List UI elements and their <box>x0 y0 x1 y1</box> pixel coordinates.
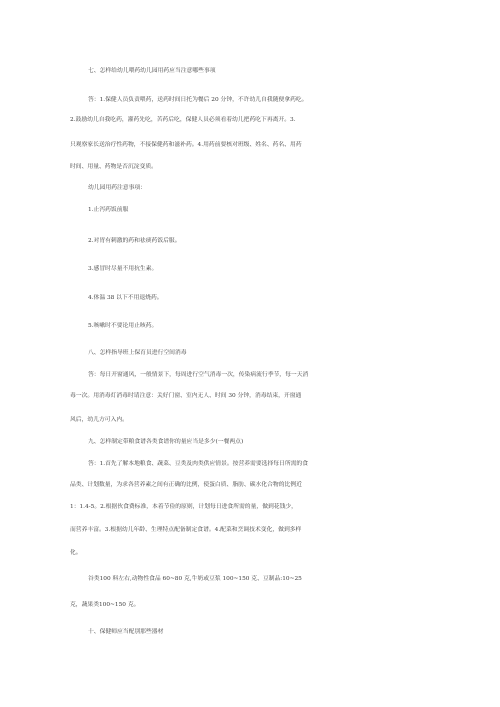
paragraph-line: 答：每日开窗通风，一般情景下，每周进行空气消毒一次，传染病流行季节，每一天消 <box>88 372 309 378</box>
section-heading-7: 七、怎样给幼儿喂药幼儿园用药应当注意哪些事项 <box>88 68 216 74</box>
paragraph-line: 毒一次。用消毒灯消毒时请注意：关好门窗、室内无人、时间 30 分钟，消毒结束，开窗通 <box>70 393 302 399</box>
paragraph-line: 化。 <box>70 550 82 556</box>
section-heading-9: 九、怎样制定带粮食谱各类食谱你的量应当是多少(一餐两点) <box>88 439 244 445</box>
list-item: 1.止泻药饭前服 <box>88 207 129 213</box>
list-item: 4.体温 38 以下不用退烧药。 <box>88 295 163 301</box>
list-item: 3.感冒时尽量不用抗生素。 <box>88 266 158 272</box>
paragraph-line: 谷类100 料左右,动物性食品 60~80 克,牛奶或豆浆 100~150 克、豆制品:10~25 <box>88 576 302 582</box>
paragraph-line: 答：1.首先了解本地粮食、蔬菜、豆类及肉类供应情景。按营养需要选择每日所需的食 <box>88 461 309 467</box>
paragraph-line: 克，蔬果类100~150 克。 <box>70 602 140 608</box>
paragraph-line: 风后，幼儿方可入内。 <box>70 417 128 423</box>
paragraph-line: 答：1.保健人员负责喂药，送药时间日托为餐后 20 分钟，不许幼儿自我随便拿药吃。 <box>88 97 308 103</box>
paragraph-line: 而营养丰富。3.根据幼儿年龄、生理特点配备制定食谱。4.配菜和烹调技术变化，做到多样 <box>70 527 302 533</box>
paragraph-line: 2.鼓励幼儿自我吃药，灌药先吃，苦药后吃，保健人员必须看着幼儿把药吃下再离开。3. <box>70 117 296 123</box>
paragraph-line: 时间、用量、药物是否沉淀变质。 <box>70 164 157 170</box>
list-item: 2.对胃有刺激的药和祛痰药饭后服。 <box>88 238 181 244</box>
section-heading-10: 十、保健师应当配别那些器材 <box>88 629 164 635</box>
section-heading-8: 八、怎样指导班上保育员进行空间消毒 <box>88 350 187 356</box>
list-item: 5.咳嗽时不要论用止咳药。 <box>88 323 158 329</box>
subheading: 幼儿园用药注意事项： <box>88 185 146 191</box>
paragraph-line: 品类、计划数量，为求各营养素之间有正确的比例，使蛋白质、脂肪、碳水化合物的比例近 <box>70 482 302 488</box>
paragraph-line: 1：1.4-5。2.根据伙食费标准，本着节俭的原则，计划每日进食所需的量，做到花钱少， <box>70 504 297 510</box>
paragraph-line: 只观察家长送治疗性药物，不接保健药和滋补药。4.用药前要核对班级、姓名、药名、用药 <box>70 142 302 148</box>
